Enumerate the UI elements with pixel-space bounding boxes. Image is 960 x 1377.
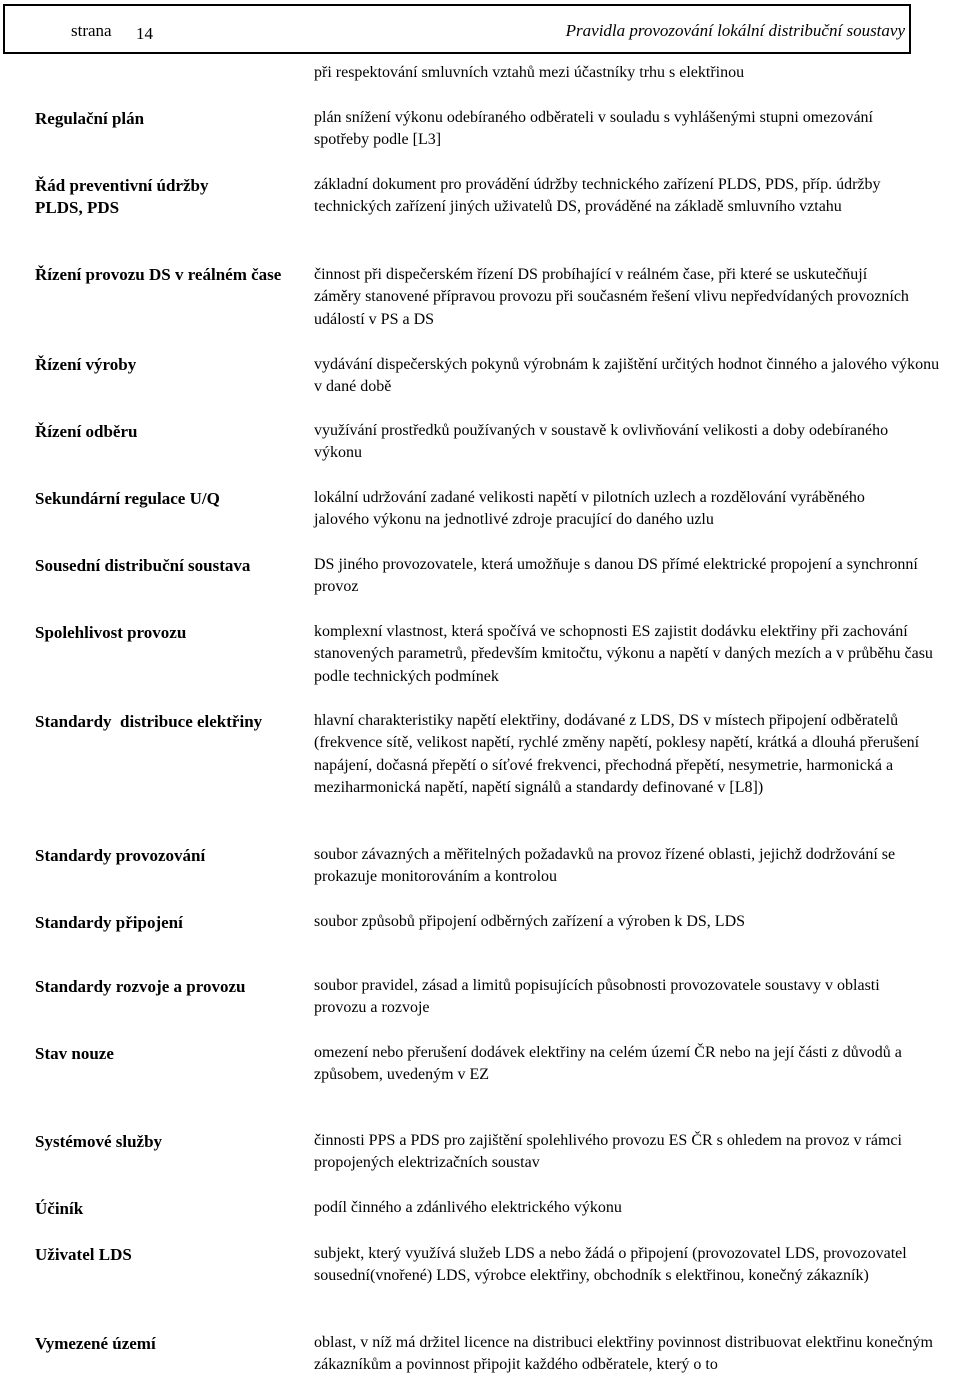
glossary-definition: činnosti PPS a PDS pro zajištění spolehlivého provozu ES ČR s ohledem na provoz v rámci propojených elektrizačních soustav [314,1132,902,1172]
glossary-term: Sekundární regulace U/Q [35,489,220,508]
glossary-term: Standardy distribuce elektřiny [35,712,263,731]
glossary-term: Standardy připojení [35,913,183,932]
continuation-text: při respektování smluvních vztahů mezi účastníky trhu s elektřinou [314,64,745,81]
glossary-term: Účiník [35,1199,84,1218]
glossary-definition: subjekt, který využívá služeb LDS a nebo žádá o připojení (provozovatel LDS, provozovatel sousední(vnořené) LDS, výrobce elektřiny, obchodník s elektřinou, konečný zákazník) [314,1245,907,1285]
glossary-term: Řád preventivní údržby PLDS, PDS [35,176,209,217]
glossary-term: Vymezené území [35,1334,156,1353]
glossary-definition: vydávání dispečerských pokynů výrobnám k zajištění určitých hodnot činného a jalového výkonu v dané době [314,356,940,396]
page-label: strana [71,21,112,40]
glossary-definition: plán snížení výkonu odebíraného odběrateli v souladu s vyhlášenými stupni omezování spotřeby podle [L3] [314,109,873,149]
glossary-definition: využívání prostředků používaných v soustavě k ovlivňování velikosti a doby odebíraného výkonu [314,422,889,462]
glossary-definition: soubor závazných a měřitelných požadavků na provoz řízené oblasti, jejichž dodržování se prokazuje monitorováním a kontrolou [314,846,896,886]
glossary-term: Řízení odběru [35,422,138,441]
glossary-definition: omezení nebo přerušení dodávek elektřiny na celém území ČR nebo na její části z důvodů a způsobem, uvedeným v EZ [314,1044,902,1084]
glossary-term: Standardy provozování [35,846,206,865]
glossary-definition: komplexní vlastnost, která spočívá ve schopnosti ES zajistit dodávku elektřiny při zachování stanovených parametrů, především kmitočtu, výkonu a napětí v daných mezích a v průběhu času podle technických podmínek [314,623,933,685]
glossary-definition: oblast, v níž má držitel licence na distribuci elektřiny povinnost distribuovat elektřinu konečným zákazníkům a povinnost připojit každého odběratele, který o to [314,1334,933,1374]
glossary-term: Uživatel LDS [35,1245,132,1264]
glossary-definition: DS jiného provozovatele, která umožňuje s danou DS přímé elektrické propojení a synchronní provoz [314,556,918,596]
glossary-term: Spolehlivost provozu [35,623,187,642]
page-header [3,4,911,54]
page-number: 14 [136,24,153,43]
glossary-definition: základní dokument pro provádění údržby technického zařízení PLDS, PDS, příp. údržby technických zařízení jiných uživatelů DS, prováděné na základě smluvního vztahu [314,176,881,216]
glossary-definition: činnost při dispečerském řízení DS probíhající v reálném čase, při které se uskutečňují záměry stanovené přípravou provozu při současném řešení vlivu nepředvídaných provozních událostí v PS a DS [314,266,909,328]
glossary-definition: podíl činného a zdánlivého elektrického výkonu [314,1199,622,1216]
glossary-term: Regulační plán [35,109,145,128]
glossary-term: Řízení provozu DS v reálném čase [35,265,282,284]
document-title: Pravidla provozování lokální distribuční soustavy [565,21,905,40]
glossary-definition: soubor pravidel, zásad a limitů popisujících působnosti provozovatele soustavy v oblasti provozu a rozvoje [314,977,880,1017]
glossary-term: Stav nouze [35,1044,114,1063]
glossary-term: Sousední distribuční soustava [35,556,251,575]
glossary-term: Systémové služby [35,1132,163,1151]
glossary-definition: lokální udržování zadané velikosti napětí v pilotních uzlech a rozdělování vyráběného jalového výkonu na jednotlivé zdroje pracující do daného uzlu [314,489,865,529]
glossary-definition: hlavní charakteristiky napětí elektřiny, dodávané z LDS, DS v místech připojení odběratelů (frekvence sítě, velikost napětí, rychlé změny napětí, poklesy napětí, krátká a dlouhá přerušení napájení, dočasná přepětí o síťové frekvenci, přechodná přepětí, nesymetrie, harmonická a meziharmonická napětí, napětí signálů a standardy definované v [L8]) [314,712,920,796]
glossary-definition: soubor způsobů připojení odběrných zařízení a výroben k DS, LDS [314,913,746,930]
glossary-term: Standardy rozvoje a provozu [35,977,246,996]
glossary-term: Řízení výroby [35,355,137,374]
